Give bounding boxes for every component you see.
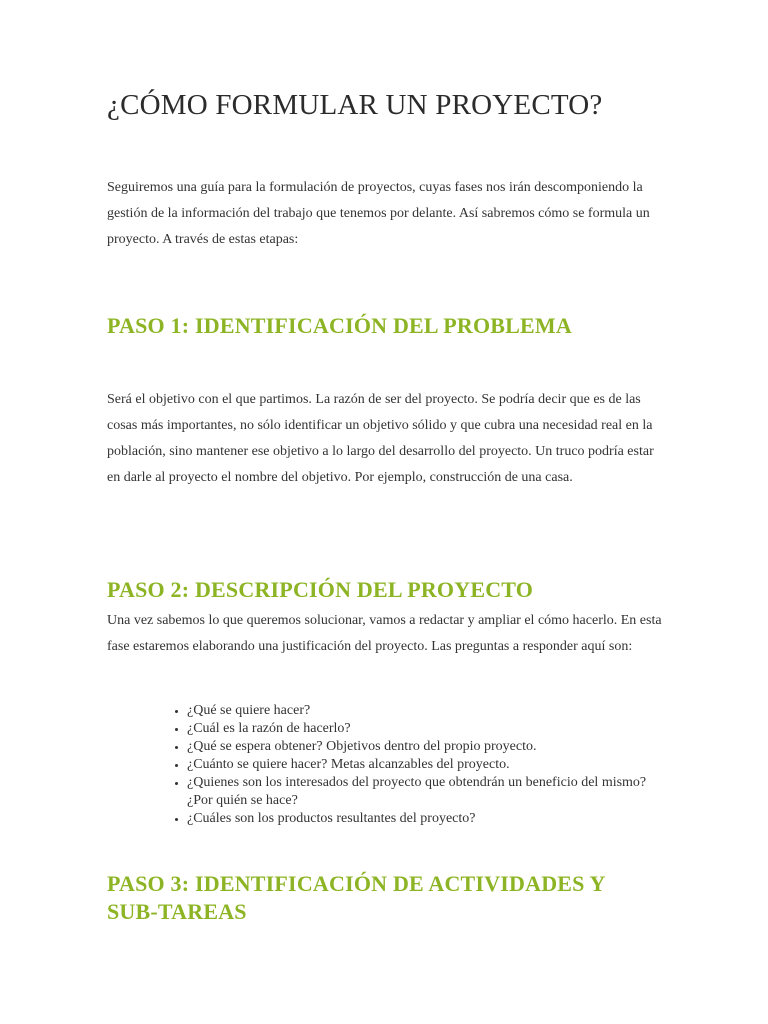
list-item: • ¿Qué se quiere hacer? — [187, 702, 667, 720]
step-2-heading: PASO 2: DESCRIPCIÓN DEL PROYECTO — [107, 577, 534, 602]
intro-paragraph: Seguiremos una guía para la formulación de proyectos, cuyas fases nos irán descomponiendo la gestión de la información del trabajo que tenemos por delante. Así sabremos cómo se formula un proyecto. A través de estas etapas: — [107, 180, 650, 247]
list-item: • ¿Qué se espera obtener? Objetivos dentro del propio proyecto. — [187, 738, 667, 756]
list-item: • ¿Cuál es la razón de hacerlo? — [187, 720, 667, 738]
step-2-paragraph: Una vez sabemos lo que queremos solucionar, vamos a redactar y ampliar el cómo hacerlo. En esta fase estaremos elaborando una justificación del proyecto. Las preguntas a responder aquí son: — [107, 613, 662, 654]
page-title: ¿CÓMO FORMULAR UN PROYECTO? — [107, 89, 603, 121]
step-1-paragraph: Será el objetivo con el que partimos. La razón de ser del proyecto. Se podría decir que es de las cosas más importantes, no sólo identificar un objetivo sólido y que cubra una necesidad real en la población, sino mantener ese objetivo a lo largo del desarrollo del proyecto. Un truco podría estar en darle al proyecto el nombre del objetivo. Por ejemplo, construcción de una casa. — [107, 392, 654, 485]
step-1-heading: PASO 1: IDENTIFICACIÓN DEL PROBLEMA — [107, 313, 572, 338]
questions-list — [165, 702, 667, 828]
step-3-heading: PASO 3: IDENTIFICACIÓN DE ACTIVIDADES Y SUB-TAREAS — [107, 871, 605, 924]
list-item: • ¿Cuánto se quiere hacer? Metas alcanzables del proyecto. — [187, 756, 667, 774]
list-item: • ¿Cuáles son los productos resultantes del proyecto? — [187, 810, 667, 828]
list-item: • ¿Quienes son los interesados del proyecto que obtendrán un beneficio del mismo? ¿Por quién se hace? — [187, 774, 667, 810]
